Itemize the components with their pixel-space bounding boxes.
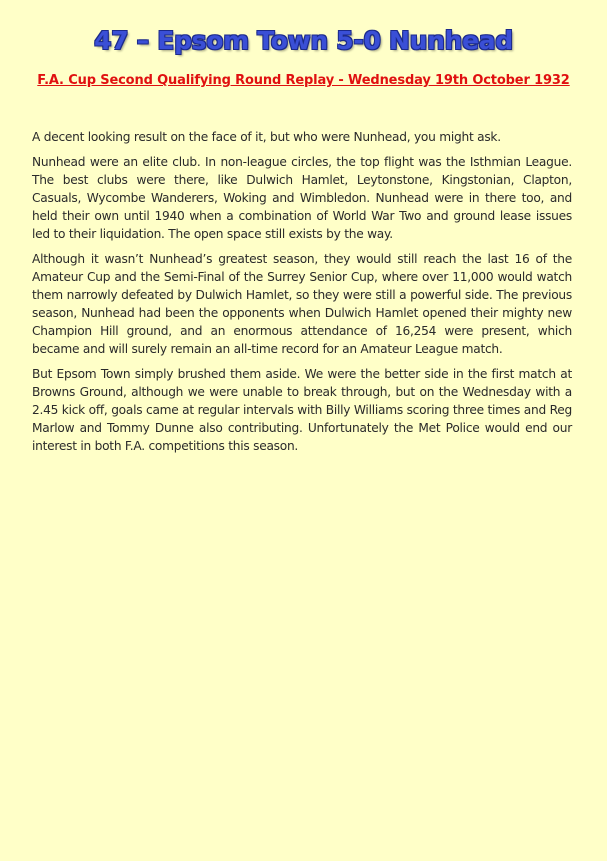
match-subtitle: F.A. Cup Second Qualifying Round Replay - Wednesday 19th October 1932 [37,73,570,88]
paragraph-match-report: But Epsom Town simply brushed them aside. We were the better side in the first match at Browns Ground, although we were unable to break through, but on the Wednesday with a 2.45 kick off, goals came at regular intervals with Billy Williams scoring three times and Reg Marlow and Tommy Dunne also contributing. Unfortunately the Met Police would end our interest in both F.A. competitions this season. [32,367,572,453]
paragraph-nunhead-history: Nunhead were an elite club. In non-league circles, the top flight was the Isthmian League. The best clubs were there, like Dulwich Hamlet, Leytonstone, Kingstonian, Clapton, Casuals, Wycombe Wanderers, Woking and Wimbledon. Nunhead were in there too, and held their own until 1940 when a combination of World War Two and ground lease issues led to their liquidation. The open space still exists by the way. [32,155,572,241]
paragraph-intro: A decent looking result on the face of it, but who were Nunhead, you might ask. [32,130,501,144]
article-body [32,128,572,462]
page-title: 47 – Epsom Town 5-0 Nunhead [94,26,513,55]
paragraph-nunhead-season: Although it wasn’t Nunhead’s greatest season, they would still reach the last 16 of the Amateur Cup and the Semi-Final of the Surrey Senior Cup, where over 11,000 would watch them narrowly defeated by Dulwich Hamlet, so they were still a powerful side. The previous season, Nunhead had been the opponents when Dulwich Hamlet opened their mighty new Champion Hill ground, and an enormous attendance of 16,254 were present, which became and will surely remain an all-time record for an Amateur League match. [32,252,572,356]
